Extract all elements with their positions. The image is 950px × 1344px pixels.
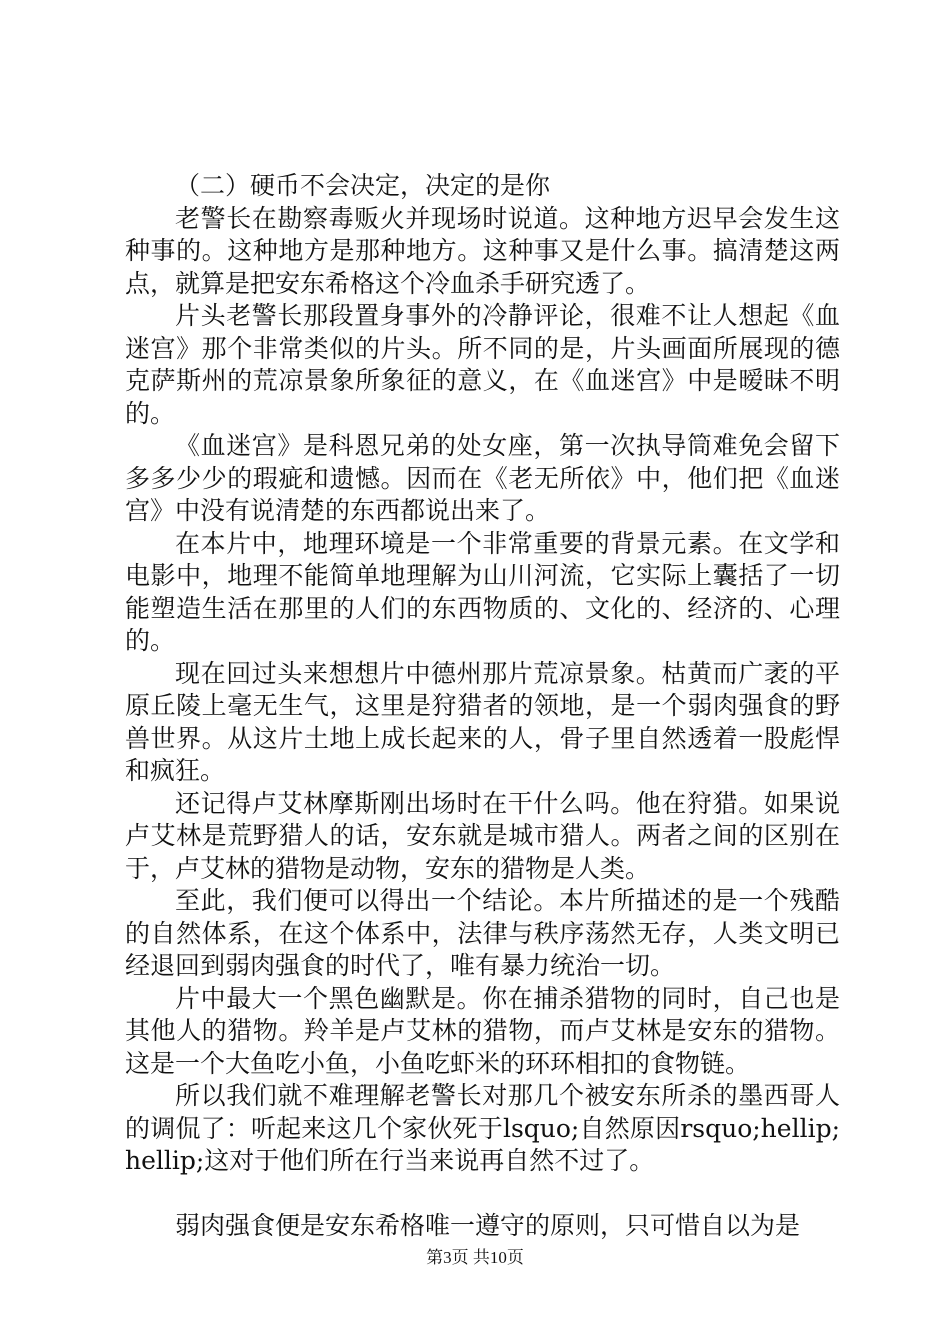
section-heading: （二）硬币不会决定，决定的是你 bbox=[175, 171, 551, 200]
paragraph: 现在回过头来想想片中德州那片荒凉景象。枯黄而广袤的平原丘陵上毫无生气，这里是狩猎者的领地，是一个弱肉强食的野兽世界。从这片土地上成长起来的人，骨子里自然透着一股彪悍和疯狂。 bbox=[125, 658, 840, 785]
paragraph: 在本片中，地理环境是一个非常重要的背景元素。在文学和电影中，地理不能简单地理解为山川河流，它实际上囊括了一切能塑造生活在那里的人们的东西物质的、文化的、经济的、心理的。 bbox=[125, 528, 840, 655]
paragraph: 至此，我们便可以得出一个结论。本片所描述的是一个残酷的自然体系，在这个体系中，法律与秩序荡然无存，人类文明已经退回到弱肉强食的时代了，唯有暴力统治一切。 bbox=[125, 886, 840, 980]
paragraph: 弱肉强食便是安东希格唯一遵守的原则，只可惜自以为是 bbox=[175, 1210, 801, 1240]
page-number-footer: 第3页 共10页 bbox=[426, 1248, 524, 1267]
paragraph: 还记得卢艾林摩斯刚出场时在干什么吗。他在狩猎。如果说卢艾林是荒野猎人的话，安东就是城市猎人。两者之间的区别在于，卢艾林的猎物是动物，安东的猎物是人类。 bbox=[125, 788, 840, 883]
paragraph: 所以我们就不难理解老警长对那几个被安东所杀的墨西哥人的调侃了：听起来这几个家伙死于lsquo;自然原因rsquo;hellip;hellip;这对于他们所在行当来说再自然不过了。 bbox=[125, 1081, 840, 1175]
paragraph: 《血迷宫》是科恩兄弟的处女座，第一次执导筒难免会留下多多少少的瑕疵和遗憾。因而在《老无所依》中，他们把《血迷宫》中没有说清楚的东西都说出来了。 bbox=[125, 431, 840, 525]
paragraph: 老警长在勘察毒贩火并现场时说道。这种地方迟早会发生这种事的。这种地方是那种地方。这种事又是什么事。搞清楚这两点，就算是把安东希格这个冷血杀手研究透了。 bbox=[125, 203, 840, 298]
paragraph: 片中最大一个黑色幽默是。你在捕杀猎物的同时，自己也是其他人的猎物。羚羊是卢艾林的猎物，而卢艾林是安东的猎物。这是一个大鱼吃小鱼，小鱼吃虾米的环环相扣的食物链。 bbox=[125, 983, 840, 1078]
article-body bbox=[125, 170, 840, 1242]
paragraph: 片头老警长那段置身事外的冷静评论，很难不让人想起《血迷宫》那个非常类似的片头。所不同的是，片头画面所展现的德克萨斯州的荒凉景象所象征的意义，在《血迷宫》中是暧昧不明的。 bbox=[125, 301, 840, 428]
